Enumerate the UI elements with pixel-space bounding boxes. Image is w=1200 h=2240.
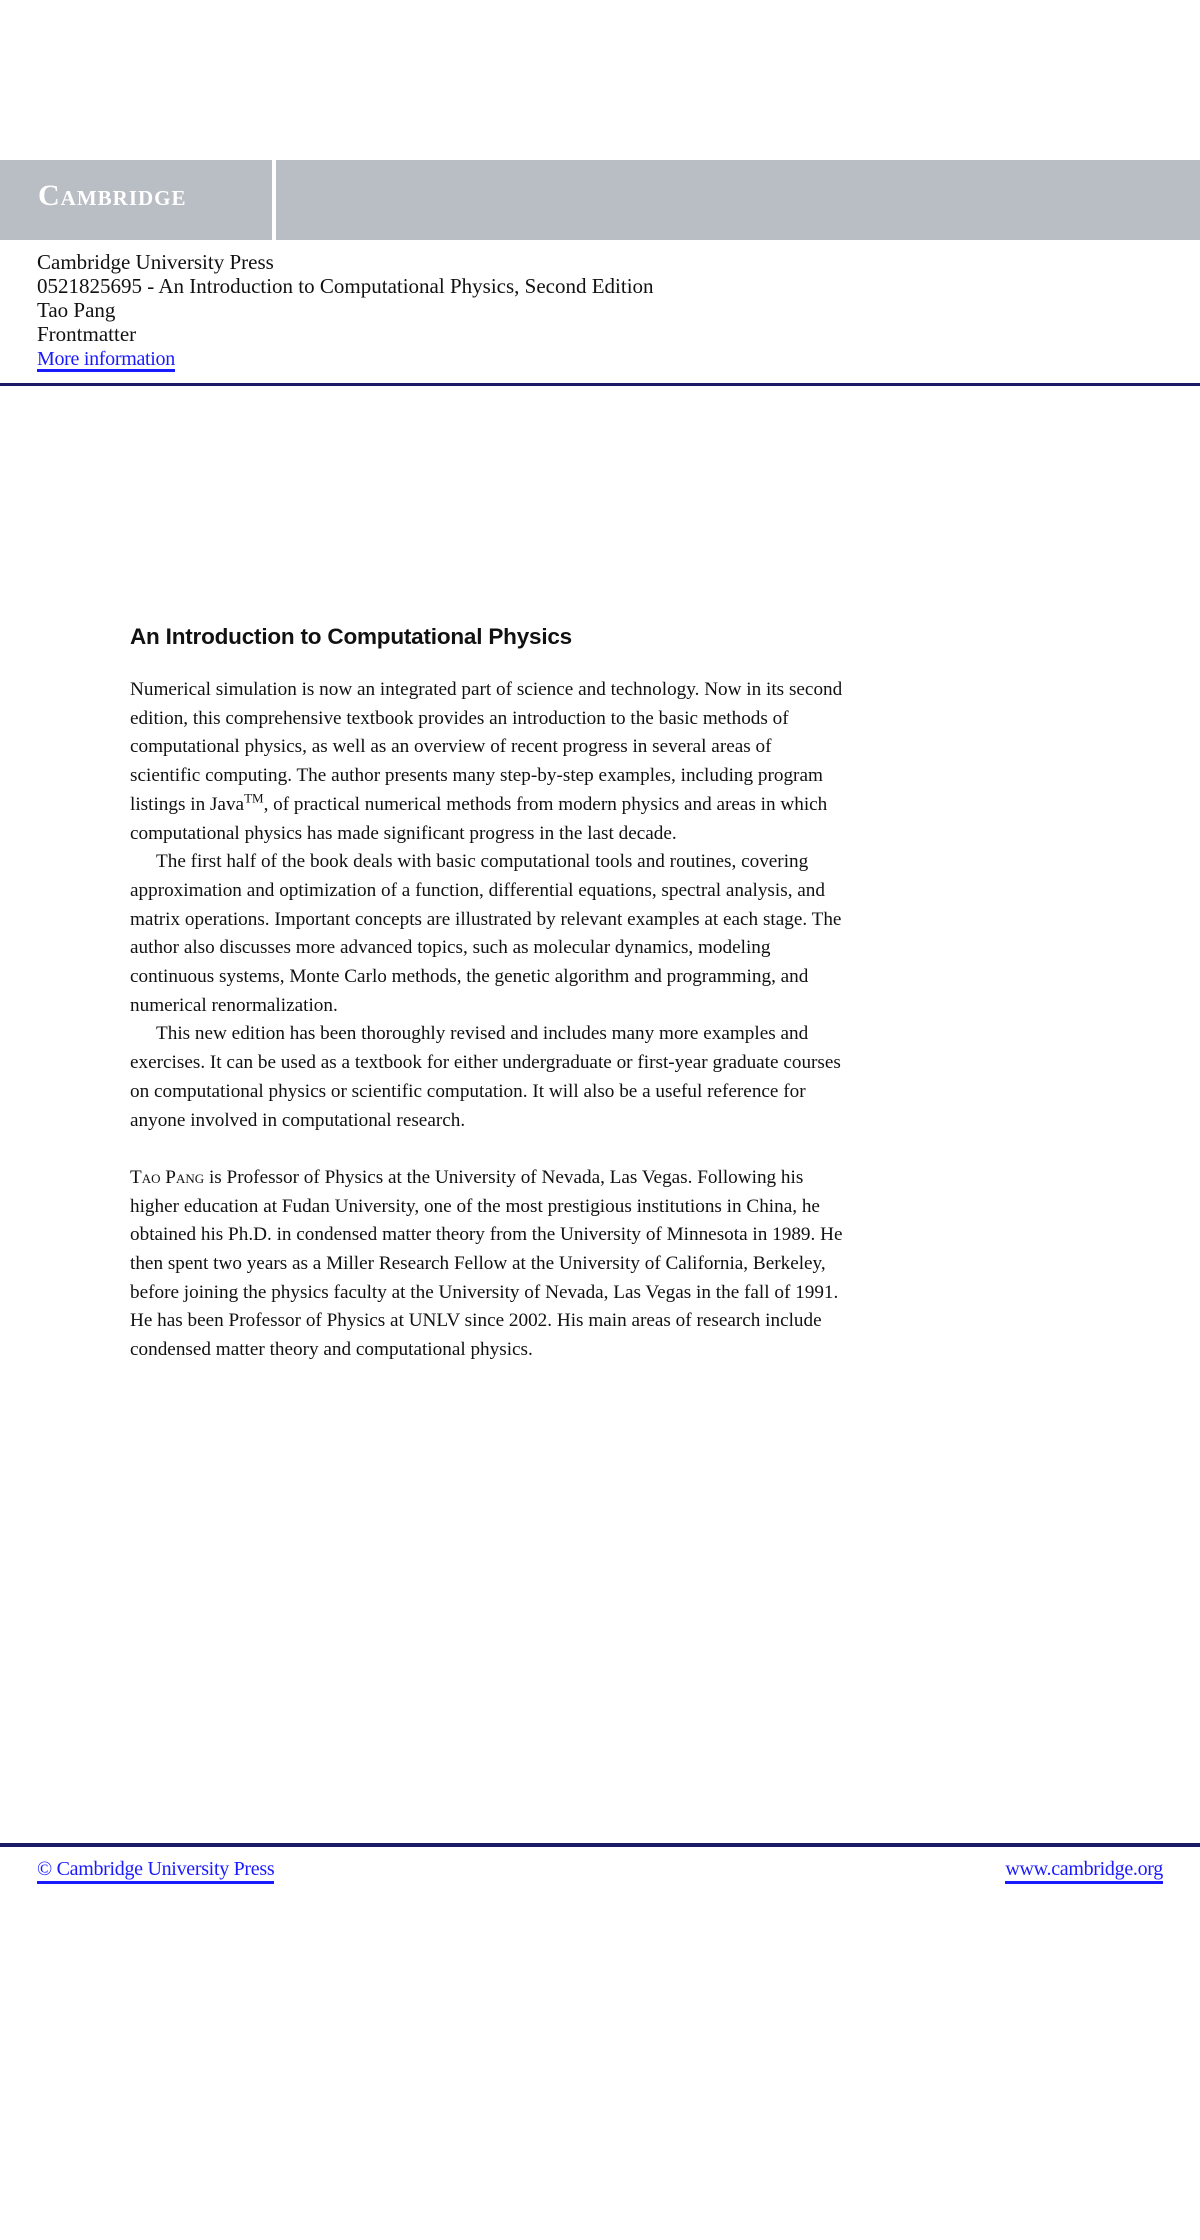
- footer-divider: [0, 1843, 1200, 1847]
- header-banner: [0, 160, 1200, 240]
- main-content: [130, 624, 846, 1365]
- description-paragraph-2: The first half of the book deals with basic computational tools and routines, covering approximation and optimization of a function, differential equations, spectral analysis, and matrix operations. Important concepts are illustrated by relevant examples at each stage. The author also discusses more advanced topics, such as molecular dynamics, modeling continuous systems, Monte Carlo methods, the genetic algorithm and programming, and numerical renormalization.: [130, 851, 842, 1016]
- trademark-symbol: TM: [244, 790, 264, 806]
- copyright-link[interactable]: © Cambridge University Press: [37, 1857, 274, 1884]
- header-divider: [0, 383, 1200, 386]
- logo-text: Cambridge: [38, 179, 187, 212]
- author-name: Tao Pang: [37, 298, 116, 322]
- description-text-1: Numerical simulation is now an integrated part of science and technology. Now in its second edition, this comprehensive textbook provides an introduction to the basic methods of computational physics, as well as an overview of recent progress in several areas of scientific computing. The author presents many step-by-step examples, including program listings in Java: [130, 679, 843, 815]
- author-bio-text: is Professor of Physics at the University of Nevada, Las Vegas. Following his higher education at Fudan University, one of the most prestigious institutions in China, he obtained his Ph.D. in condensed matter theory from the University of Minnesota in 1989. He then spent two years as a Miller Research Fellow at the University of California, Berkeley, before joining the physics faculty at the University of Nevada, Las Vegas in the fall of 1991. He has been Professor of Physics at UNLV since 2002. His main areas of research include condensed matter theory and computational physics.: [130, 1166, 843, 1361]
- more-information-link[interactable]: More information: [37, 348, 175, 370]
- isbn-title: 0521825695 - An Introduction to Computational Physics, Second Edition: [37, 274, 654, 298]
- description-paragraph-3: This new edition has been thoroughly revised and includes many more examples and exercises. It can be used as a textbook for either undergraduate or first-year graduate courses on computational physics or scientific computation. It will also be a useful reference for anyone involved in computational research.: [130, 1023, 841, 1131]
- cambridge-logo: [0, 160, 276, 240]
- footer-website: [1005, 1857, 1163, 1884]
- section-name: Frontmatter: [37, 322, 137, 346]
- book-title: An Introduction to Computational Physics: [130, 624, 573, 649]
- website-link[interactable]: www.cambridge.org: [1005, 1857, 1163, 1884]
- publisher-name: Cambridge University Press: [37, 250, 274, 274]
- author-bio: [130, 1164, 846, 1365]
- document-header-info: [37, 250, 654, 372]
- description-paragraph-1: [130, 676, 846, 848]
- description-text-1b: , of practical numerical methods from modern physics and areas in which computational physics has made significant progress in the last decade.: [130, 793, 828, 844]
- author-bio-name: Tao Pang: [130, 1166, 205, 1188]
- footer-copyright: [37, 1857, 274, 1884]
